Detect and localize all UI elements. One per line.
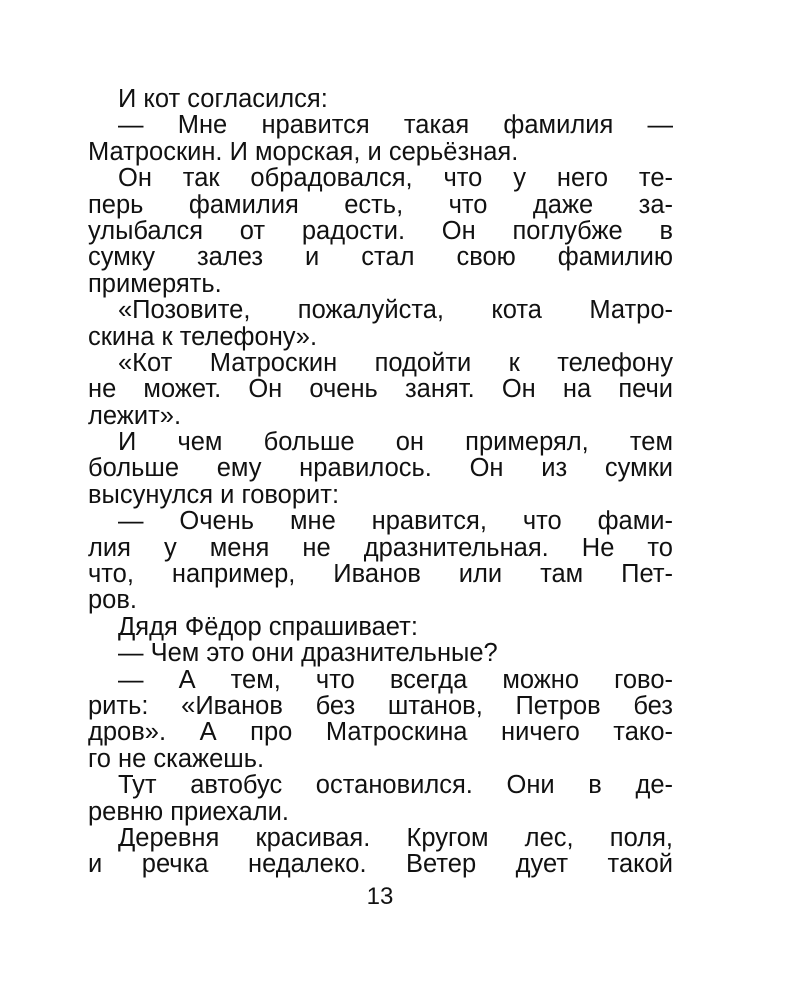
body-text bbox=[88, 86, 673, 878]
text-line: улыбался от радости. Он поглубже в bbox=[88, 216, 673, 245]
paragraph bbox=[88, 165, 673, 297]
text-line: Деревня красивая. Кругом лес, поля, bbox=[118, 823, 673, 852]
text-line: лия у меня не дразнительная. Не то bbox=[88, 533, 673, 562]
text-line: что, например, Иванов или там Пет- bbox=[88, 560, 673, 589]
text-line: скина к телефону». bbox=[88, 322, 318, 351]
text-line: больше ему нравилось. Он из сумки bbox=[88, 454, 673, 483]
text-line: перь фамилия есть, что даже за- bbox=[88, 190, 673, 219]
paragraph bbox=[88, 614, 673, 640]
text-line: лежит». bbox=[88, 401, 182, 430]
text-line: «Кот Матроскин подойти к телефону bbox=[118, 348, 673, 377]
text-line: не может. Он очень занят. Он на печи bbox=[88, 375, 673, 404]
text-line: — А тем, что всегда можно гово- bbox=[118, 665, 673, 694]
text-line: Он так обрадовался, что у него те- bbox=[118, 164, 673, 193]
text-line: — Мне нравится такая фамилия — bbox=[118, 111, 673, 140]
text-line: ревню приехали. bbox=[88, 797, 289, 826]
text-line: го не скажешь. bbox=[88, 744, 265, 773]
paragraph bbox=[88, 640, 673, 666]
paragraph bbox=[88, 772, 673, 825]
text-line: «Позовите, пожалуйста, кота Матро- bbox=[118, 296, 673, 325]
paragraph bbox=[88, 350, 673, 429]
paragraph bbox=[88, 429, 673, 508]
text-line: — Очень мне нравится, что фами- bbox=[118, 507, 673, 536]
text-line: сумку залез и стал свою фамилию bbox=[88, 243, 673, 272]
paragraph bbox=[88, 86, 673, 112]
text-line: — Чем это они дразнительные? bbox=[118, 639, 498, 668]
paragraph bbox=[88, 825, 673, 878]
text-line: И кот согласился: bbox=[118, 85, 328, 113]
paragraph bbox=[88, 667, 673, 773]
text-line: ров. bbox=[88, 586, 137, 615]
page-number: 13 bbox=[366, 883, 394, 910]
text-line: Дядя Фёдор спрашивает: bbox=[118, 612, 418, 641]
text-line: И чем больше он примерял, тем bbox=[118, 428, 673, 457]
paragraph bbox=[88, 297, 673, 350]
paragraph bbox=[88, 508, 673, 614]
paragraph bbox=[88, 112, 673, 165]
text-line: Тут автобус остановился. Они в де- bbox=[118, 771, 673, 800]
text-line: и речка недалеко. Ветер дует такой bbox=[88, 850, 673, 879]
text-line: Матроскин. И морская, и серьёзная. bbox=[88, 137, 519, 166]
text-line: высунулся и говорит: bbox=[88, 480, 340, 509]
text-line: примерять. bbox=[88, 269, 222, 298]
text-line: дров». А про Матроскина ничего тако- bbox=[88, 718, 673, 747]
text-line: рить: «Иванов без штанов, Петров без bbox=[88, 691, 673, 720]
